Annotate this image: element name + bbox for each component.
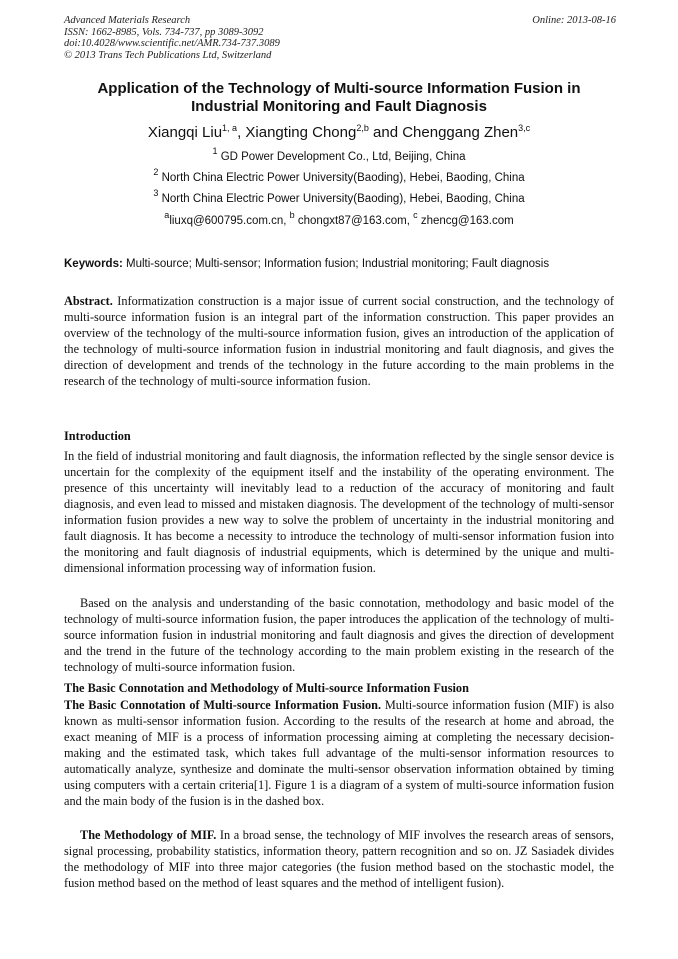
author-list [60, 124, 618, 142]
affiliation-text: North China Electric Power University(Baoding), Hebei, Baoding, China [158, 172, 525, 184]
methodology-text: In a broad sense, the technology of MIF involves the research areas of sensors, signal processing, probability statistics, information theory, pattern recognition and so on. JZ Sasiadek divides the methodology of MIF into three major categories (the fusion method based on the stochastic model, the fusion method based on the method of least squares and the method of intelligent fusion). [64, 828, 615, 890]
keywords-label: Keywords: [64, 258, 123, 270]
email-mark: c [413, 210, 418, 220]
abstract-label: Abstract. [64, 294, 113, 308]
title-line-1: Application of the Technology of Multi-source Information Fusion in [97, 80, 581, 97]
author-affiliation-mark: 2,b [356, 123, 369, 133]
journal-header [64, 15, 280, 61]
journal-issn: ISSN: 1662-8985, Vols. 734-737, pp 3089-3092 [64, 26, 264, 38]
affiliation-2 [60, 167, 618, 185]
affiliation-mark: 1 [212, 146, 218, 156]
author-separator: and [368, 124, 403, 141]
introduction-paragraph-1: In the field of industrial monitoring and fault diagnosis, the information reflected by the single sensor device is uncertain for the complexity of the equipment itself and the instability of the operating environment. The presence of this uncertainty will inevitably lead to a reduction of the accuracy of monitoring and fault diagnosis, and even lead to missed and mistaken diagnosis. The development of the technology of multi-sensor information fusion provides a new way to solve the problem of uncertainty in the industrial monitoring and fault diagnosis. It has become a necessity to introduce the technology of multi-sensor information fusion into the monitoring and fault diagnosis of industrial equipments, which is determined by the unique and multi-dimensional information processing way of information fusion. [64, 449, 614, 575]
affiliation-mark: 2 [153, 167, 159, 177]
keywords-text: Multi-source; Multi-sensor; Information fusion; Industrial monitoring; Fault diagnosis [122, 258, 550, 270]
author-name: Xiangting Chong [245, 124, 357, 141]
affiliation-mark: 3 [153, 188, 159, 198]
abstract [64, 293, 614, 389]
connotation-paragraph [64, 697, 614, 809]
author-name: Chenggang Zhen [402, 124, 519, 141]
email-mark: a [164, 210, 170, 220]
journal-doi: doi:10.4028/www.scientific.net/AMR.734-737.3089 [64, 38, 280, 49]
online-date: Online: 2013-08-16 [532, 15, 616, 26]
title-line-2: Industrial Monitoring and Fault Diagnosis [191, 98, 487, 115]
abstract-text: Informatization construction is a major issue of current social construction, and the technology of multi-source information fusion is an integral part of the information construction. This paper provides an overview of the technology of the multi-source information fusion, gives an introduction of the application of the technology of multi-source information fusion in industrial monitoring and fault diagnosis, and gives the direction of development and trends of the technology in the future according to the main problems in the research of the technology of multi-source information fusion. [64, 294, 614, 388]
affiliation-1 [60, 146, 618, 164]
email-text: liuxq@600795.com.cn, [169, 215, 290, 227]
author-name: Xiangqi Liu [147, 124, 223, 141]
paper-title [60, 80, 618, 116]
affiliation-text: North China Electric Power University(Baoding), Hebei, Baoding, China [158, 193, 525, 205]
affiliation-text: GD Power Development Co., Ltd, Beijing, China [217, 151, 466, 163]
introduction-heading: Introduction [64, 429, 131, 443]
introduction-paragraph-2: Based on the analysis and understanding of the basic connotation, methodology and basic model of the technology of multi-source information fusion, the paper introduces the application of the technology of multi-source information fusion in industrial monitoring and fault diagnosis and gives the direction of development and the trend in the future of the technology according to the main problem existing in the research of the technology of multi-source information fusion. [64, 596, 614, 674]
author-affiliation-mark: 1, a [222, 123, 238, 133]
journal-copyright: © 2013 Trans Tech Publications Ltd, Switzerland [64, 49, 272, 61]
email-line [60, 210, 618, 228]
connotation-text: Multi-source information fusion (MIF) is also known as multi-sensor information fusion. According to the results of the research at home and abroad, the exact meaning of MIF is a process of information processing aiming at completing the necessary decision-making and the estimated task, which takes full advantage of the multi-sensor information resources to automatically analyze, synthesize and dominate the multi-sensor observation information obtained by timing using computers with a certain criteria[1]. Figure 1 is a diagram of a system of multi-source information fusion and the main body of the fusion is in the dashed box. [64, 698, 614, 808]
email-text: chongxt87@163.com, [294, 215, 414, 227]
email-text: zhencg@163.com [417, 215, 514, 227]
journal-name: Advanced Materials Research [64, 15, 191, 26]
connotation-label: The Basic Connotation of Multi-source Information Fusion. [64, 698, 382, 712]
section-heading: The Basic Connotation and Methodology of Multi-source Information Fusion [64, 681, 469, 695]
keywords [64, 257, 624, 271]
email-mark: b [289, 210, 295, 220]
methodology-label: The Methodology of MIF. [80, 828, 217, 842]
methodology-paragraph [64, 827, 614, 891]
affiliation-3 [60, 188, 618, 206]
author-separator: , [237, 124, 246, 141]
author-affiliation-mark: 3,c [518, 123, 531, 133]
